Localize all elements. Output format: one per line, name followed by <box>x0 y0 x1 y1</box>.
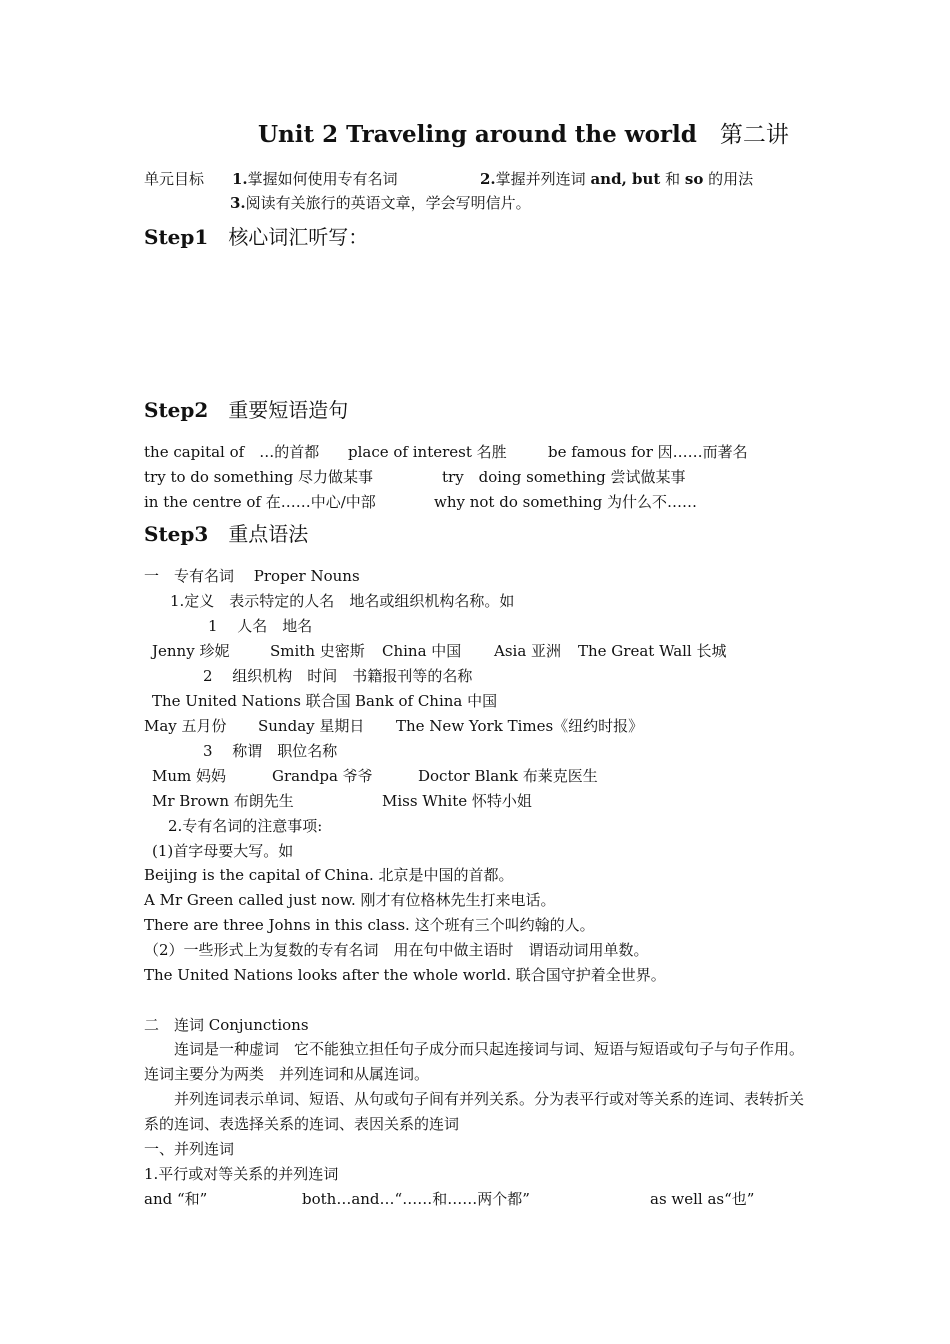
phrase-item: in the centre of 在……中心/中部 <box>144 493 376 511</box>
example-item: China 中国 <box>382 642 462 660</box>
section-proper-nouns: 一 专有名词 Proper Nouns <box>144 567 360 585</box>
conjunction-item: both…and…“……和……两个都” <box>302 1190 530 1208</box>
notes-heading: 2.专有名词的注意事项: <box>168 817 323 835</box>
category-2: 2 组织机构 时间 书籍报刊等的名称 <box>203 667 473 685</box>
example-item: Smith 史密斯 <box>270 642 365 660</box>
phrase-item: try to do something 尽力做某事 <box>144 468 374 486</box>
step2-heading: Step2 重要短语造句 <box>144 398 349 422</box>
example-item: The New York Times《纽约时报》 <box>396 717 644 735</box>
subheading-parallel: 1.平行或对等关系的并列连词 <box>144 1165 339 1183</box>
phrase-item: why not do something 为什么不…… <box>434 493 697 511</box>
example-item: Grandpa 爷爷 <box>272 767 373 785</box>
conjunction-item: and “和” <box>144 1190 208 1208</box>
example-item: Mr Brown 布朗先生 <box>152 792 294 810</box>
example-sentence: A Mr Green called just now. 刚才有位格林先生打来电话。 <box>144 891 556 909</box>
example-item: May 五月份 <box>144 717 227 735</box>
phrase-item: try doing something 尝试做某事 <box>442 468 686 486</box>
example-item: Mum 妈妈 <box>152 767 227 785</box>
category-1: 1 人名 地名 <box>208 617 313 635</box>
page-title <box>258 121 789 149</box>
goal-1: 1.掌握如何使用专有名词 <box>232 170 398 188</box>
conjunction-item: as well as“也” <box>650 1190 755 1208</box>
step3-heading: Step3 重点语法 <box>144 522 309 546</box>
example-item: The Great Wall 长城 <box>578 642 727 660</box>
unit-goals-label: 单元目标 <box>144 170 205 188</box>
category-3: 3 称谓 职位名称 <box>203 742 338 760</box>
goal-2: 2.掌握并列连词 and, but 和 so 的用法 <box>480 170 754 188</box>
section-conjunctions: 二 连词 Conjunctions <box>144 1016 309 1034</box>
title-chinese: 第二讲 <box>719 122 789 148</box>
example-item: Miss White 怀特小姐 <box>382 792 532 810</box>
example-item: The United Nations 联合国 <box>152 692 351 710</box>
step1-heading: Step1 核心词汇听写： <box>144 225 369 249</box>
title-english: Unit 2 Traveling around the world <box>258 121 697 148</box>
phrase-item: be famous for 因……而著名 <box>548 443 748 461</box>
example-item: Asia 亚洲 <box>494 642 562 660</box>
paragraph-conjunctions-intro: 连词是一种虚词 它不能独立担任句子成分而只起连接词与词、短语与短语或句子与句子作用。连词主要分为两类 并列连词和从属连词。 <box>144 1040 805 1083</box>
example-sentence: The United Nations looks after the whole world. 联合国守护着全世界。 <box>144 966 666 984</box>
note-1: (1)首字母要大写。如 <box>152 842 294 860</box>
goal-3: 3.阅读有关旅行的英语文章，学会写明信片。 <box>230 194 531 212</box>
example-sentence: Beijing is the capital of China. 北京是中国的首都。 <box>144 866 514 884</box>
example-item: Sunday 星期日 <box>258 717 365 735</box>
paragraph-coordinating: 并列连词表示单词、短语、从句或句子间有并列关系。分为表平行或对等关系的连词、表转折关系的连词、表选择关系的连词、表因关系的连词 <box>144 1090 805 1133</box>
definition: 1.定义 表示特定的人名 地名或组织机构名称。如 <box>170 592 515 610</box>
phrase-item: the capital of …的首都 <box>144 443 320 461</box>
example-item: Jenny 珍妮 <box>152 642 230 660</box>
example-item: Bank of China 中国 <box>355 692 498 710</box>
example-sentence: There are three Johns in this class. 这个班有三个叫约翰的人。 <box>144 916 595 934</box>
subheading-coordinating: 一、并列连词 <box>144 1140 235 1158</box>
note-2: （2）一些形式上为复数的专有名词 用在句中做主语时 谓语动词用单数。 <box>144 941 649 959</box>
phrase-item: place of interest 名胜 <box>348 443 507 461</box>
example-item: Doctor Blank 布莱克医生 <box>418 767 598 785</box>
